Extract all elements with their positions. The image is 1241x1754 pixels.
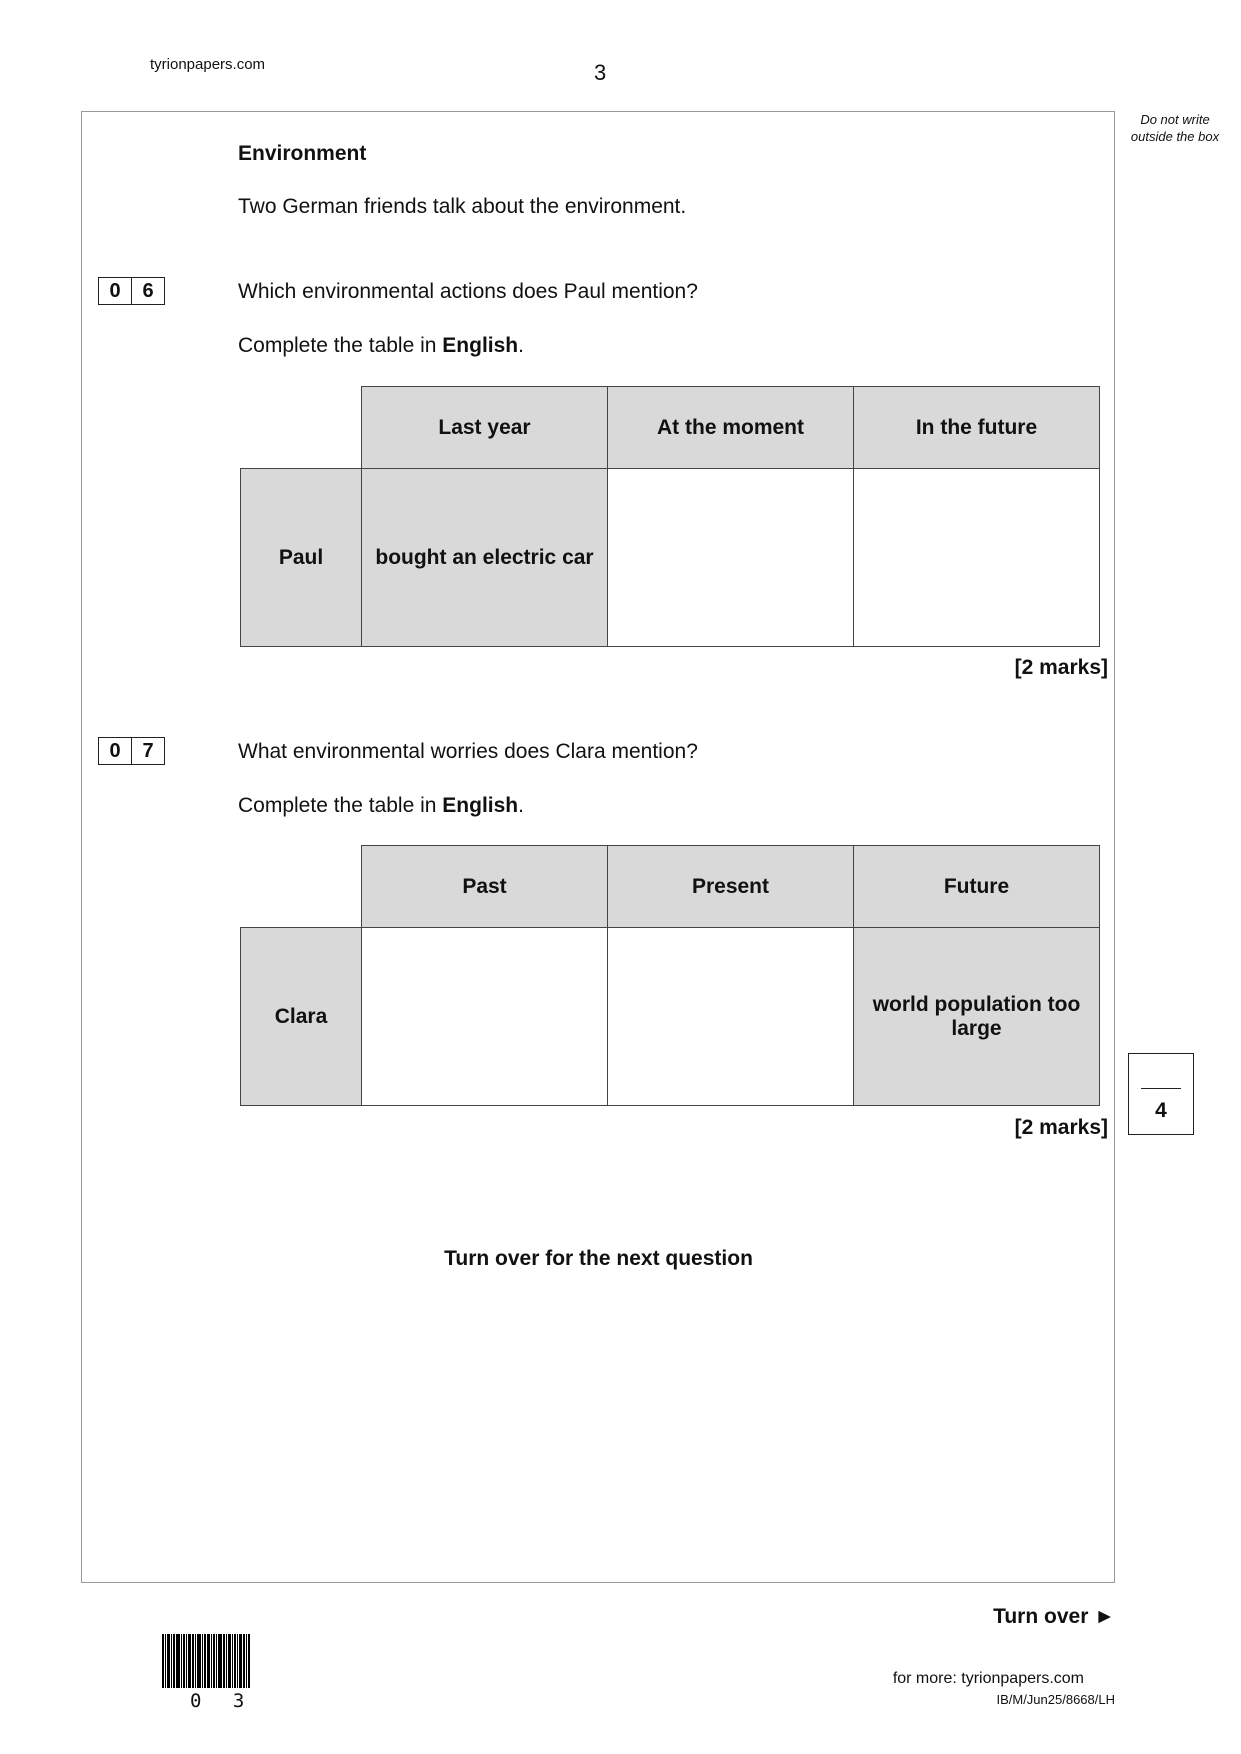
turn-over-notice: Turn over for the next question bbox=[444, 1247, 753, 1270]
instruction-language: English bbox=[442, 794, 519, 817]
turn-over-label: Turn over ► bbox=[993, 1605, 1115, 1628]
q06-instruction bbox=[238, 334, 524, 358]
margin-note: Do not write outside the box bbox=[1130, 112, 1220, 144]
q07-col-header: Present bbox=[608, 846, 854, 928]
question-number-06 bbox=[98, 277, 165, 305]
q06-row-label: Paul bbox=[241, 469, 362, 647]
table-corner bbox=[241, 387, 362, 469]
score-line bbox=[1141, 1088, 1181, 1089]
instruction-end: . bbox=[518, 794, 524, 817]
score-value: 4 bbox=[1155, 1099, 1167, 1122]
question-number-07 bbox=[98, 737, 165, 765]
q06-example-answer: bought an electric car bbox=[362, 469, 608, 647]
q06-answer-cell[interactable] bbox=[854, 469, 1100, 647]
instruction-language: English bbox=[442, 334, 519, 357]
page-number: 3 bbox=[594, 60, 607, 85]
question-digit: 6 bbox=[131, 278, 164, 304]
section-intro: Two German friends talk about the environment. bbox=[238, 195, 687, 218]
q07-answer-cell[interactable] bbox=[608, 928, 854, 1106]
q06-col-header: At the moment bbox=[608, 387, 854, 469]
q07-marks: [2 marks] bbox=[1014, 1116, 1108, 1139]
q06-col-header: Last year bbox=[362, 387, 608, 469]
q06-table bbox=[240, 386, 1100, 647]
question-digit: 7 bbox=[131, 738, 164, 764]
question-digit: 0 bbox=[109, 280, 121, 302]
q07-example-answer: world population too large bbox=[854, 928, 1100, 1106]
instruction-text: Complete the table in bbox=[238, 794, 443, 817]
q07-col-header: Future bbox=[854, 846, 1100, 928]
instruction-text: Complete the table in bbox=[238, 334, 443, 357]
q06-col-header: In the future bbox=[854, 387, 1100, 469]
score-box bbox=[1128, 1053, 1194, 1135]
q07-instruction bbox=[238, 794, 524, 818]
q06-marks: [2 marks] bbox=[1014, 656, 1108, 679]
q06-answer-cell[interactable] bbox=[608, 469, 854, 647]
question-digit: 0 bbox=[109, 740, 121, 762]
q06-question: Which environmental actions does Paul mention? bbox=[238, 280, 698, 303]
paper-reference: IB/M/Jun25/8668/LH bbox=[996, 1692, 1115, 1707]
q07-answer-cell[interactable] bbox=[362, 928, 608, 1106]
instruction-end: . bbox=[518, 334, 524, 357]
site-name: tyrionpapers.com bbox=[150, 56, 266, 73]
barcode-number: 0 3 bbox=[190, 1690, 255, 1712]
barcode-icon bbox=[162, 1634, 274, 1690]
table-corner bbox=[241, 846, 362, 928]
section-title: Environment bbox=[238, 142, 367, 165]
q07-col-header: Past bbox=[362, 846, 608, 928]
q07-question: What environmental worries does Clara mention? bbox=[238, 740, 698, 763]
more-link: for more: tyrionpapers.com bbox=[892, 1670, 1084, 1687]
q07-row-label: Clara bbox=[241, 928, 362, 1106]
q07-table bbox=[240, 845, 1100, 1106]
